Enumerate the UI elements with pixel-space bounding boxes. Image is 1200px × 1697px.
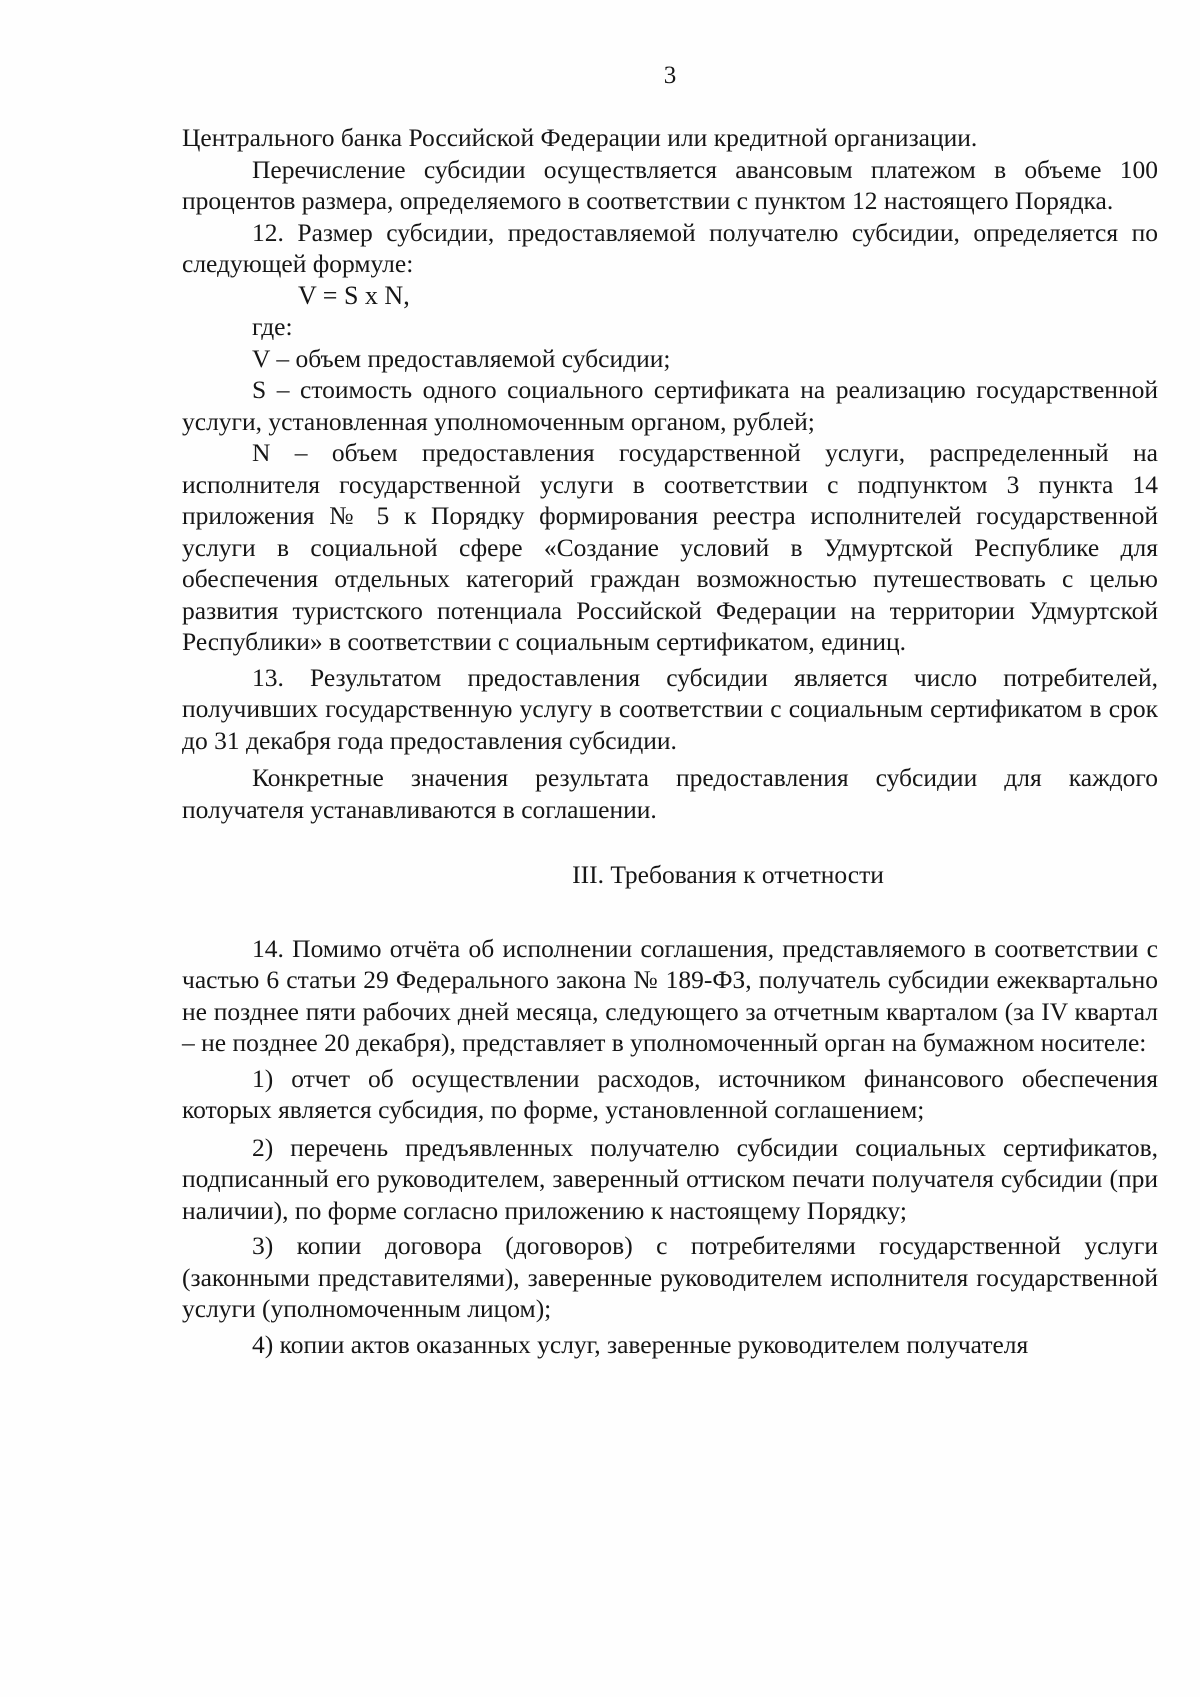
section-heading: III. Требования к отчетности — [572, 860, 884, 889]
document-body — [182, 122, 1158, 1360]
formula: V = S x N, — [298, 280, 410, 310]
page-number: 3 — [663, 62, 677, 89]
paragraph-item-14: 14. Помимо отчёта об исполнении соглашения, представляемого в соответствии с частью 6 статьи 29 Федерального закона № 189-ФЗ, получатель субсидии ежеквартально не позднее пяти рабочих дней месяца, следующего за отчетным кварталом (за IV квартал – не позднее 20 декабря), представляет в уполномоченный орган на бумажном носителе: — [182, 933, 1158, 1057]
paragraph-where: где: — [252, 312, 293, 341]
paragraph-item-13: 13. Результатом предоставления субсидии является число потребителей, получивших государственную услугу в соответствии с социальным сертификатом в срок до 31 декабря года предоставления субсидии. — [182, 662, 1158, 755]
list-item-4: 4) копии актов оказанных услуг, заверенные руководителем получателя — [252, 1329, 1029, 1359]
paragraph-subsidy-transfer: Перечисление субсидии осуществляется авансовым платежом в объеме 100 процентов размера, определяемого в соответствии с пунктом 12 настоящего Порядка. — [182, 154, 1158, 215]
paragraph-result-values: Конкретные значения результата предоставления субсидии для каждого получателя устанавливаются в соглашении. — [182, 763, 1158, 824]
list-item-2: 2) перечень предъявленных получателю субсидии социальных сертификатов, подписанный его руководителем, заверенный оттиском печати получателя субсидии (при наличии), по форме согласно приложению к настоящему Порядку; — [182, 1132, 1158, 1225]
definition-n: N – объем предоставления государственной услуги, распределенный на исполнителя государственной услуги в соответствии с подпунктом 3 пункта 14 приложения № 5 к Порядку формирования реестра исполнителей государственной услуги в социальной сфере «Создание условий в Удмуртской Республике для обеспечения отдельных категорий граждан возможностью путешествовать с целью развития туристского потенциала Российской Федерации на территории Удмуртской Республики» в соответствии с социальным сертификатом, единиц. — [182, 438, 1158, 656]
definition-s: S – стоимость одного социального сертификата на реализацию государственной услуги, установленная уполномоченным органом, рублей; — [182, 375, 1158, 436]
list-item-1: 1) отчет об осуществлении расходов, источником финансового обеспечения которых является субсидия, по форме, установленной соглашением; — [182, 1063, 1158, 1124]
paragraph-continuation: Центрального банка Российской Федерации или кредитной организации. — [182, 123, 978, 152]
definition-v: V – объем предоставляемой субсидии; — [252, 343, 671, 373]
paragraph-item-12: 12. Размер субсидии, предоставляемой получателю субсидии, определяется по следующей формуле: — [182, 217, 1158, 278]
list-item-3: 3) копии договора (договоров) с потребителями государственной услуги (законными представителями), заверенные руководителем исполнителя государственной услуги (уполномоченным лицом); — [182, 1231, 1158, 1323]
